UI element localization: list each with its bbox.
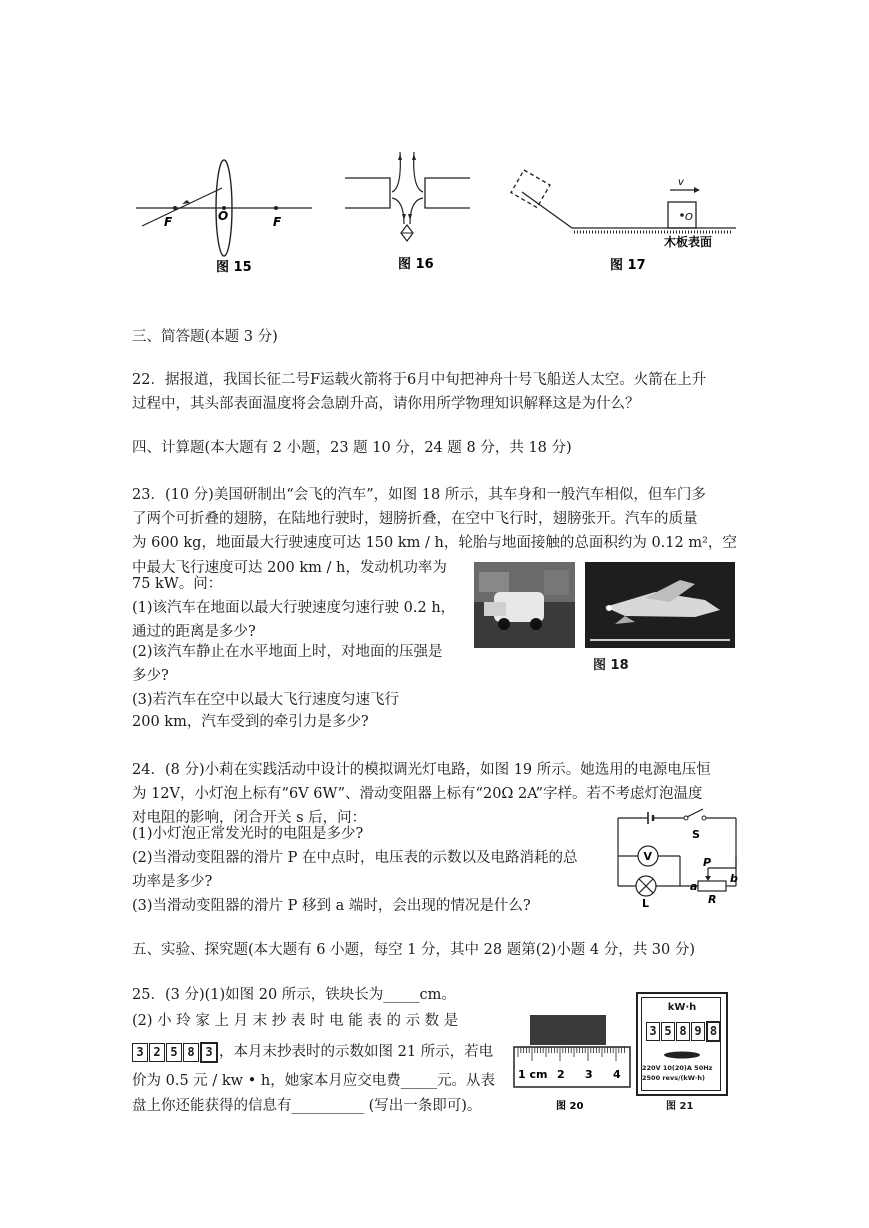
q24-line-2: 为 12V，小灯泡上标有“6V 6W”、滑动变阻器上标有“20Ω 2A”字样。若不考虑灯泡温度	[132, 786, 703, 802]
q23-line-3: 为 600 kg，地面最大行驶速度可达 150 km / h，轮胎与地面接触的总面积约为 0.12 m²，空	[132, 535, 737, 551]
meter-revs-label: 2500 revs/(kW·h)	[642, 1074, 705, 1082]
figure-18-caption: 图 18	[593, 658, 629, 673]
meter-rotating-disc-icon	[662, 1050, 702, 1060]
q23-line-1: 23．(10 分)美国研制出“会飞的汽车”，如图 18 所示，其车身和一般汽车相似，但车门多	[132, 487, 706, 503]
figure-16-caption: 图 16	[398, 257, 434, 272]
ray-lower-right	[410, 198, 423, 224]
figure-15-lens-diagram	[130, 150, 320, 275]
slider-label: P	[703, 856, 712, 869]
q23-line-10: (3)若汽车在空中以最大飞行速度匀速飞行	[132, 692, 400, 708]
q25-line-3	[132, 1040, 493, 1064]
board-surface-label: 木板表面	[664, 235, 713, 249]
q22-line-1: 22．据报道，我国长征二号F运载火箭将于6月中旬把神舟十号飞船送人太空。火箭在上升	[132, 372, 707, 388]
velocity-arrow-icon	[694, 187, 700, 193]
incline-surface	[522, 192, 572, 228]
block-center-point	[680, 213, 684, 217]
voltmeter-label: V	[643, 850, 653, 863]
ruler-tick-label: 2	[557, 1068, 565, 1081]
meter-unit-label: kW·h	[667, 1002, 697, 1013]
q24-line-4: (1)小灯泡正常发光时的电阻是多少?	[132, 826, 364, 842]
rheostat-end-b-label: b	[730, 872, 738, 885]
q23-line-7: 通过的距离是多少?	[132, 624, 256, 640]
figure-20-caption: 图 20	[556, 1101, 584, 1112]
rheostat-icon	[698, 881, 726, 891]
figure-19-circuit-diagram	[608, 806, 748, 910]
center-label: O	[218, 209, 229, 223]
lamp-label: L	[642, 897, 650, 910]
meter-rating-label: 220V 10(20)A 50Hz	[642, 1064, 713, 1072]
slider-arrow-icon	[705, 876, 711, 881]
figure-17-incline-diagram	[500, 152, 740, 276]
flying-car-photo-ground	[474, 562, 575, 648]
q24-line-6: 功率是多少?	[132, 874, 213, 890]
q24-line-3: 对电阻的影响，闭合开关 s 后，问：	[132, 810, 367, 826]
rheostat-end-a-label: a	[690, 880, 698, 893]
figure-21-caption: 图 21	[666, 1101, 694, 1112]
q23-line-11: 200 km，汽车受到的牵引力是多少?	[132, 714, 369, 730]
arrow-down-icon	[402, 214, 406, 220]
meter-reading-digits: 3 5 8 9 8	[646, 1020, 722, 1042]
iron-block	[530, 1015, 606, 1045]
right-box	[425, 178, 470, 208]
focus-point-right	[274, 206, 278, 210]
block-center-label: O	[685, 212, 693, 223]
ruler-tick-label: 3	[585, 1068, 593, 1081]
switch-label: S	[692, 828, 700, 841]
focus-point-left	[173, 206, 177, 210]
flying-car-photo-air	[585, 562, 735, 648]
figure-17-caption: 图 17	[610, 258, 646, 273]
q25-line-3-text: ，本月末抄表时的示数如图 21 所示，若电	[219, 1044, 494, 1060]
arrow-down-icon	[408, 214, 412, 220]
switch-icon	[687, 809, 703, 817]
figure-16-optics-box-diagram	[340, 148, 480, 276]
focus-label-left: F	[164, 215, 173, 229]
block-on-incline	[511, 170, 550, 208]
focus-label-right: F	[273, 215, 282, 229]
q23-line-9: 多少?	[132, 668, 169, 684]
q24-line-5: (2)当滑动变阻器的滑片 P 在中点时，电压表的示数以及电路消耗的总	[132, 850, 578, 866]
section-3-heading: 三、简答题(本题 3 分)	[132, 329, 278, 345]
ruler-tick-label: 4	[613, 1068, 621, 1081]
q23-line-8: (2)该汽车静止在水平地面上时，对地面的压强是	[132, 644, 443, 660]
q25-line-1: 25．(3 分)(1)如图 20 所示，铁块长为_____cm。	[132, 987, 456, 1003]
q23-line-2: 了两个可折叠的翅膀，在陆地行驶时，翅膀折叠，在空中飞行时，翅膀张开。汽车的质量	[132, 511, 698, 527]
figure-20-ruler-diagram	[512, 1015, 634, 1115]
left-box	[345, 178, 390, 208]
figure-21-electric-meter	[636, 992, 728, 1096]
q24-line-1: 24．(8 分)小莉在实践活动中设计的模拟调光灯电路，如图 19 所示。她选用的电源电压恒	[132, 762, 711, 778]
q23-line-5: 75 kW。问：	[132, 576, 223, 592]
rheostat-label: R	[708, 893, 717, 906]
q25-line-5: 盘上你还能获得的信息有__________ (写出一条即可)。	[132, 1098, 482, 1114]
previous-meter-reading: 3 2 5 8 3	[132, 1040, 219, 1064]
section-5-heading: 五、实验、探究题(本大题有 6 小题，每空 1 分，其中 28 题第(2)小题 4 分，共 30 分)	[132, 942, 696, 958]
ray-lower-left	[392, 198, 404, 224]
q22-line-2: 过程中，其头部表面温度将会急剧升高，请你用所学物理知识解释这是为什么？	[132, 396, 640, 412]
ruler-tick-label: 1 cm	[518, 1068, 548, 1081]
velocity-label: v	[678, 177, 684, 188]
q24-line-7: (3)当滑动变阻器的滑片 P 移到 a 端时，会出现的情况是什么?	[132, 898, 531, 914]
light-ray	[142, 188, 222, 226]
q25-line-4: 价为 0.5 元 / kw • h，她家本月应交电费_____元。从表	[132, 1073, 495, 1089]
figure-15-caption: 图 15	[216, 260, 252, 275]
section-4-heading: 四、计算题(本大题有 2 小题，23 题 10 分，24 题 8 分，共 18 分)	[132, 440, 572, 456]
q25-line-2: (2) 小 玲 家 上 月 末 抄 表 时 电 能 表 的 示 数 是	[132, 1013, 459, 1029]
q23-line-6: (1)该汽车在地面以最大行驶速度匀速行驶 0.2 h，	[132, 600, 456, 616]
ruler	[514, 1047, 630, 1087]
arrow-up-icon	[398, 154, 402, 160]
arrow-up-icon	[412, 154, 416, 160]
q23-line-4: 中最大飞行速度可达 200 km / h，发动机功率为	[132, 560, 447, 576]
